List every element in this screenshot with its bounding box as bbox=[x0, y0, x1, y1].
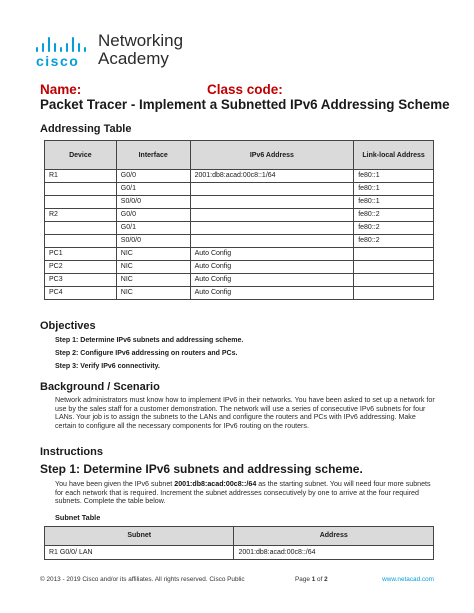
device-cell: R1 bbox=[45, 170, 117, 183]
objectives-heading: Objectives bbox=[40, 320, 96, 332]
step1-paragraph bbox=[55, 480, 435, 506]
subnet-name-cell: R1 G0/0/ LAN bbox=[45, 546, 234, 560]
table-row bbox=[45, 170, 434, 183]
link-local-cell bbox=[354, 261, 434, 274]
link-local-cell: fe80::1 bbox=[354, 170, 434, 183]
table-row bbox=[45, 261, 434, 274]
step1-text-after: as the starting subnet. You will need four more subnets for each network that is required. Increment the subnet addresses consecutively by one to arrive at the four required subnets. Complete the table below. bbox=[55, 480, 431, 506]
step1-text-before: You have been given the IPv6 subnet bbox=[55, 480, 175, 488]
objectives-list bbox=[55, 336, 243, 375]
ipv6-address-cell: Auto Config bbox=[190, 287, 354, 300]
device-cell bbox=[45, 183, 117, 196]
ipv6-address-cell: 2001:db8:acad:00c8::1/64 bbox=[190, 170, 354, 183]
background-paragraph: Network administrators must know how to implement IPv6 in their networks. You have been asked to set up a network for use by the sales staff for a customer demonstration. The network will use a series of consecutive IPv6 subnets for four LANs. Your job is to assign the subnets to the LANs and configure the routers and PCs with IPv6 addressing. Make certain to configure all the necessary components for IPv6 routing on the routers. bbox=[55, 396, 435, 431]
device-cell: PC1 bbox=[45, 248, 117, 261]
cisco-wordmark: cisco bbox=[36, 53, 80, 69]
subnet-table bbox=[44, 526, 434, 560]
name-label: Name: bbox=[40, 82, 82, 97]
device-cell: PC2 bbox=[45, 261, 117, 274]
objective-step-2: Step 2: Configure IPv6 addressing on routers and PCs. bbox=[55, 350, 238, 357]
copyright-text: © 2013 - 2019 Cisco and/or its affiliates. All rights reserved. Cisco Public bbox=[40, 576, 245, 583]
table-row bbox=[45, 248, 434, 261]
column-header-device: Device bbox=[45, 141, 117, 170]
device-cell bbox=[45, 222, 117, 235]
page-total: 2 bbox=[324, 576, 328, 583]
link-local-cell: fe80::2 bbox=[354, 235, 434, 248]
instructions-heading: Instructions bbox=[40, 446, 103, 458]
page-prefix: Page bbox=[295, 576, 312, 583]
class-code-label: Class code: bbox=[207, 82, 283, 97]
column-header-interface: Interface bbox=[116, 141, 190, 170]
page-footer bbox=[40, 574, 434, 586]
table-row bbox=[45, 235, 434, 248]
column-header-address: Address bbox=[234, 527, 434, 546]
document-title: Packet Tracer - Implement a Subnetted IPv6 Addressing Scheme bbox=[40, 97, 450, 112]
objective-step-3: Step 3: Verify IPv6 connectivity. bbox=[55, 363, 160, 370]
link-local-cell: fe80::1 bbox=[354, 196, 434, 209]
website-link[interactable]: www.netacad.com bbox=[382, 576, 434, 583]
objective-step-1: Step 1: Determine IPv6 subnets and addressing scheme. bbox=[55, 337, 244, 344]
interface-cell: G0/0 bbox=[116, 209, 190, 222]
device-cell bbox=[45, 196, 117, 209]
interface-cell: G0/0 bbox=[116, 170, 190, 183]
ipv6-address-cell bbox=[190, 209, 354, 222]
table-row bbox=[45, 287, 434, 300]
interface-cell: S0/0/0 bbox=[116, 235, 190, 248]
table-row bbox=[45, 196, 434, 209]
subnet-table-heading: Subnet Table bbox=[55, 513, 101, 522]
interface-cell: NIC bbox=[116, 248, 190, 261]
addressing-table-header-row bbox=[45, 141, 434, 170]
subnet-table-header-row bbox=[45, 527, 434, 546]
device-cell: PC3 bbox=[45, 274, 117, 287]
ipv6-address-cell: Auto Config bbox=[190, 274, 354, 287]
ipv6-address-cell: Auto Config bbox=[190, 248, 354, 261]
table-row bbox=[45, 274, 434, 287]
page-of: of bbox=[315, 576, 325, 583]
interface-cell: S0/0/0 bbox=[116, 196, 190, 209]
device-cell: R2 bbox=[45, 209, 117, 222]
interface-cell: NIC bbox=[116, 261, 190, 274]
table-row bbox=[45, 546, 434, 560]
column-header-subnet: Subnet bbox=[45, 527, 234, 546]
cisco-bars-icon bbox=[36, 34, 92, 52]
column-header-ipv6-address: IPv6 Address bbox=[190, 141, 354, 170]
interface-cell: NIC bbox=[116, 274, 190, 287]
page-number bbox=[295, 574, 328, 586]
interface-cell: G0/1 bbox=[116, 183, 190, 196]
column-header-link-local: Link-local Address bbox=[354, 141, 434, 170]
link-local-cell: fe80::2 bbox=[354, 222, 434, 235]
background-heading: Background / Scenario bbox=[40, 381, 160, 393]
subnet-address-cell: 2001:db8:acad:00c8::/64 bbox=[234, 546, 434, 560]
device-cell bbox=[45, 235, 117, 248]
table-row bbox=[45, 209, 434, 222]
addressing-table-heading: Addressing Table bbox=[40, 123, 132, 135]
link-local-cell: fe80::2 bbox=[354, 209, 434, 222]
link-local-cell bbox=[354, 287, 434, 300]
link-local-cell bbox=[354, 248, 434, 261]
starting-subnet: 2001:db8:acad:00c8::/64 bbox=[174, 480, 257, 488]
interface-cell: NIC bbox=[116, 287, 190, 300]
link-local-cell bbox=[354, 274, 434, 287]
table-row bbox=[45, 222, 434, 235]
ipv6-address-cell bbox=[190, 235, 354, 248]
interface-cell: G0/1 bbox=[116, 222, 190, 235]
ipv6-address-cell: Auto Config bbox=[190, 261, 354, 274]
academy-name-line1: Networking bbox=[98, 31, 184, 50]
addressing-table bbox=[44, 140, 434, 300]
page-current: 1 bbox=[311, 576, 316, 583]
academy-name-line2: Academy bbox=[98, 49, 169, 68]
device-cell: PC4 bbox=[45, 287, 117, 300]
table-row bbox=[45, 183, 434, 196]
step1-heading: Step 1: Determine IPv6 subnets and addressing scheme. bbox=[40, 462, 363, 476]
ipv6-address-cell bbox=[190, 222, 354, 235]
link-local-cell: fe80::1 bbox=[354, 183, 434, 196]
ipv6-address-cell bbox=[190, 196, 354, 209]
ipv6-address-cell bbox=[190, 183, 354, 196]
cisco-networking-academy-logo bbox=[36, 31, 196, 69]
